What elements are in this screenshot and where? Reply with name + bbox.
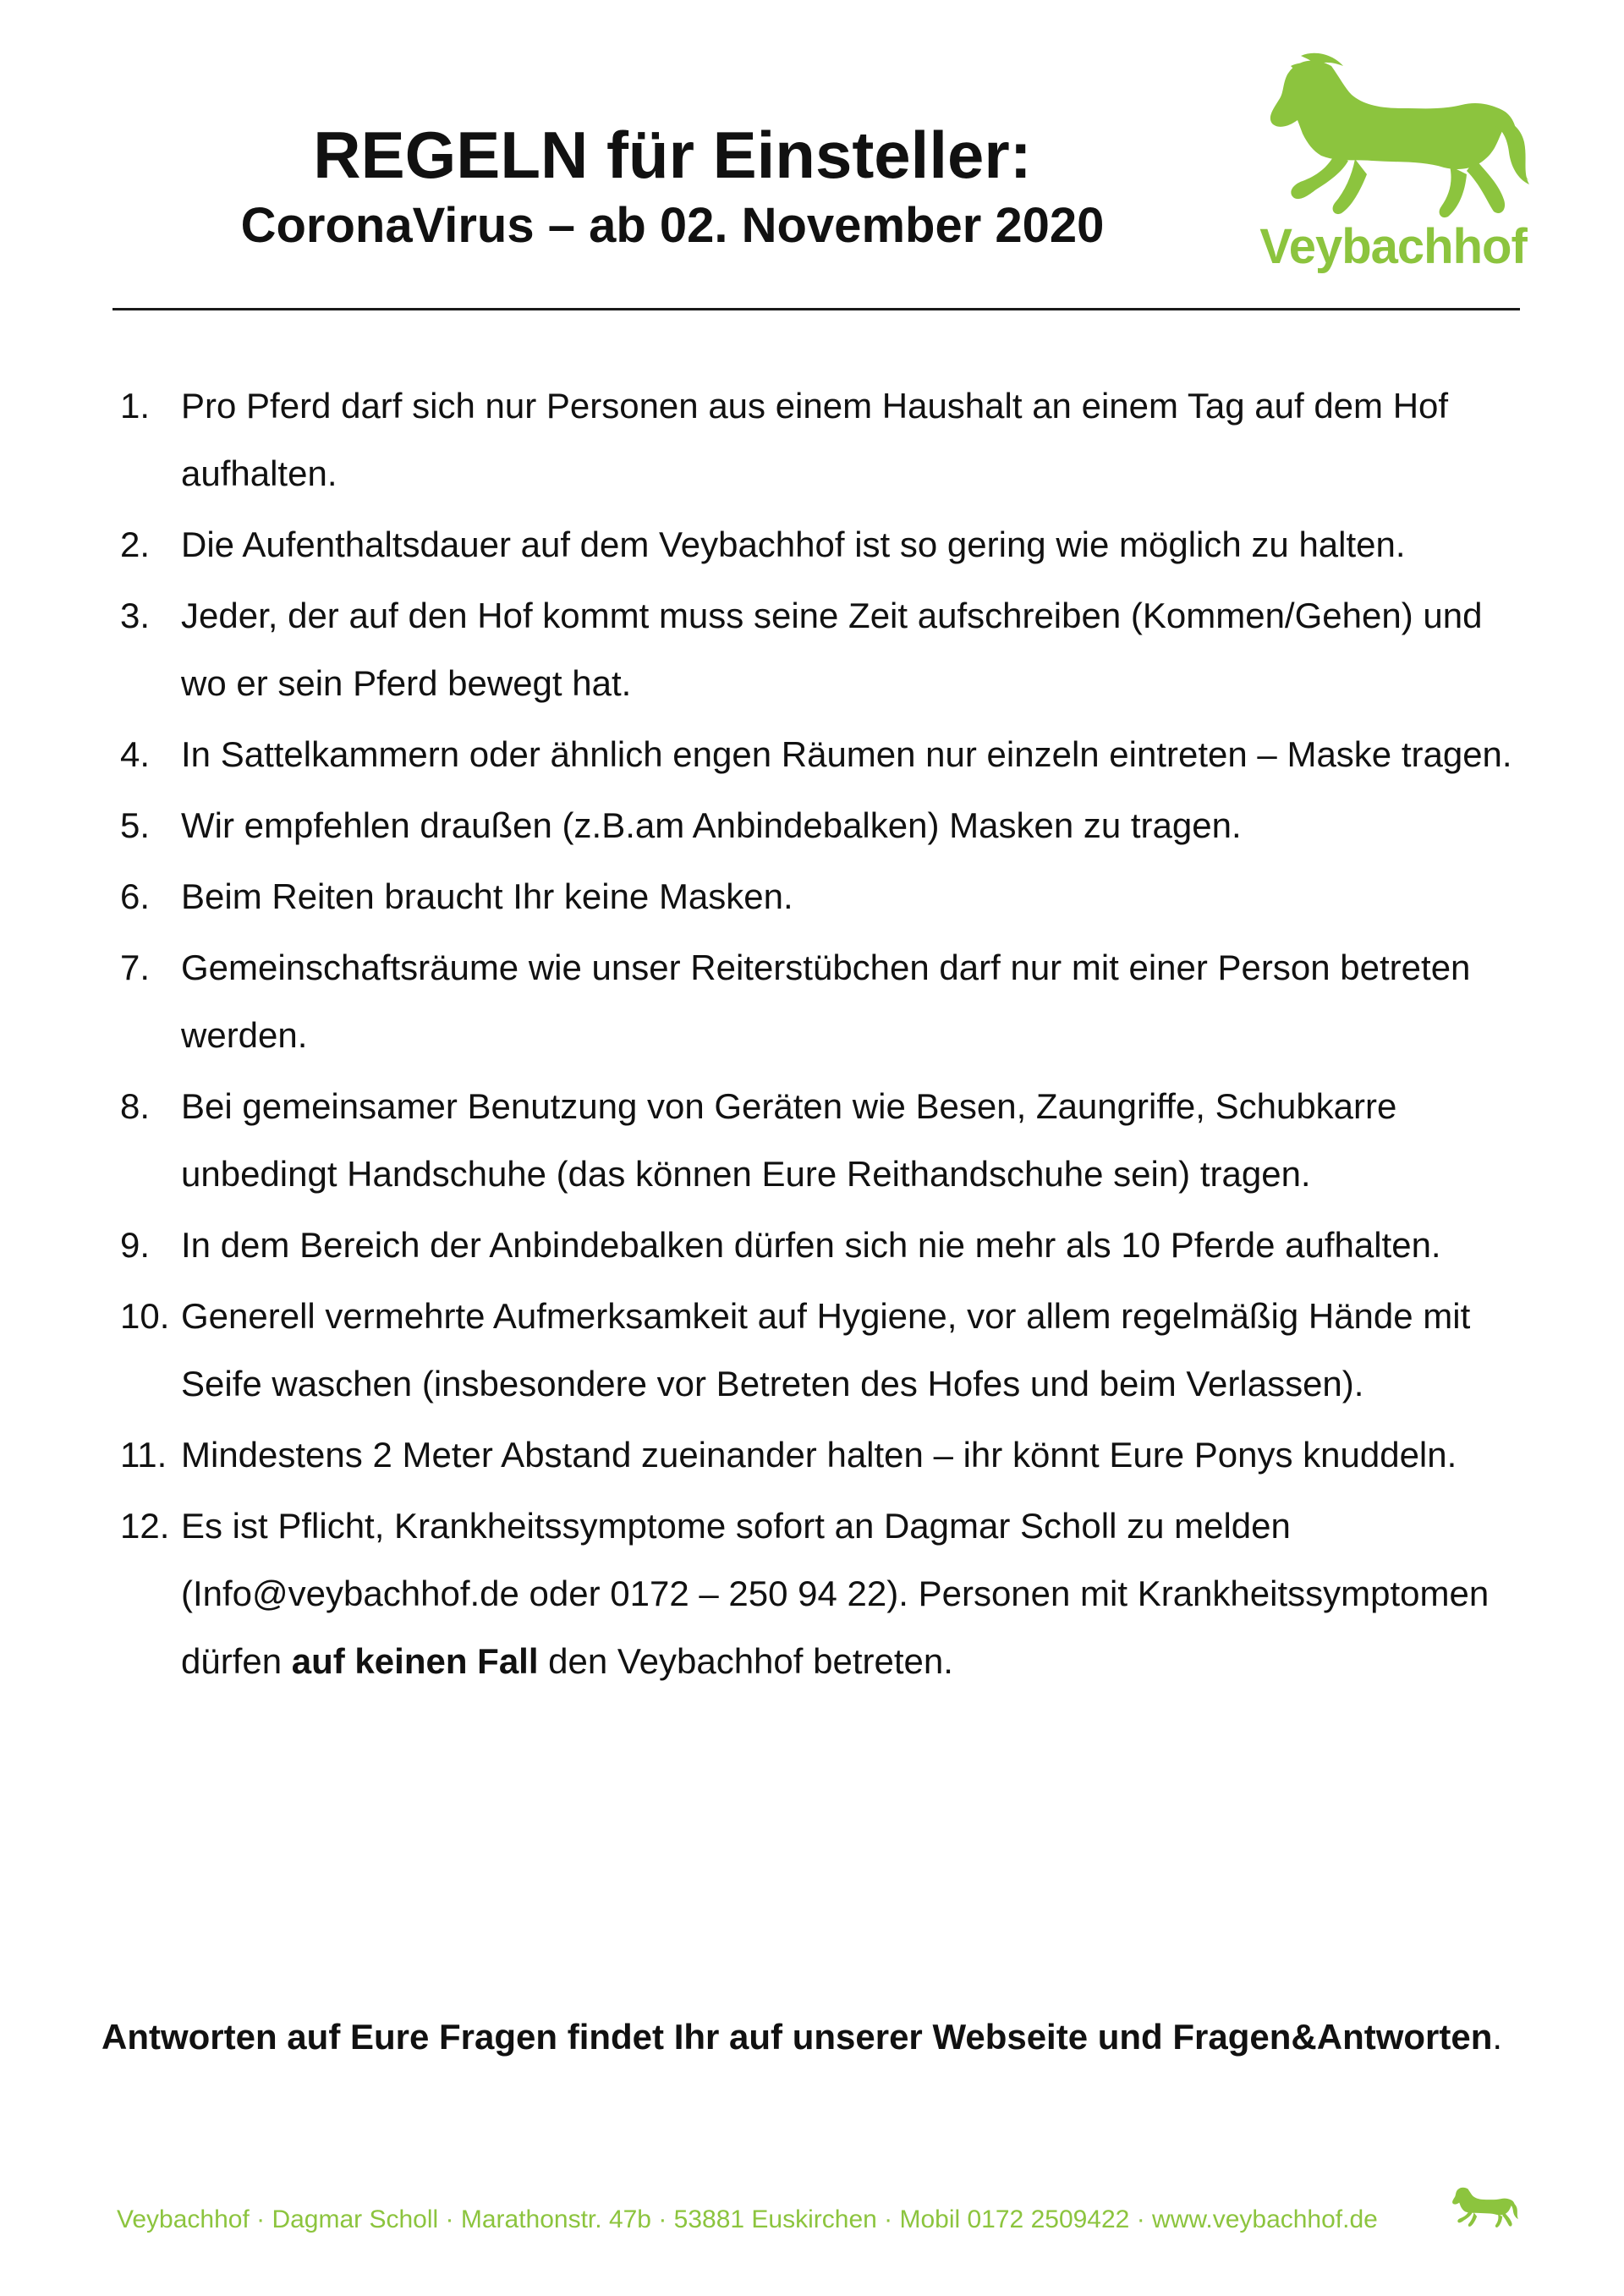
list-item: [110, 372, 1531, 508]
rule-number: 5.: [120, 805, 151, 845]
rule-number: 2.: [120, 525, 151, 564]
page-subtitle: CoronaVirus – ab 02. November 2020: [240, 198, 1105, 253]
rule-text-part: den Veybachhof betreten.: [538, 1641, 953, 1681]
rule-text: In Sattelkammern oder ähnlich engen Räumen nur einzeln eintreten – Maske tragen.: [181, 734, 1512, 774]
list-item: [110, 582, 1531, 717]
rule-text: Pro Pferd darf sich nur Personen aus einem Haushalt an einem Tag auf dem Hof aufhalten.: [181, 386, 1449, 493]
veybachhof-logo: [1254, 49, 1533, 277]
rule-number: 4.: [120, 734, 151, 774]
rule-text: Wir empfehlen draußen (z.B.am Anbindebalken) Masken zu tragen.: [181, 805, 1242, 845]
header-divider: [112, 308, 1520, 310]
rule-number: 6.: [120, 876, 151, 916]
document-header: [110, 117, 1235, 255]
rule-number: 3.: [120, 596, 151, 635]
horse-icon: [1448, 2179, 1519, 2235]
rule-text: Die Aufenthaltsdauer auf dem Veybachhof ist so gering wie möglich zu halten.: [181, 525, 1406, 564]
list-item: [110, 1421, 1531, 1489]
rule-text-part: Es ist Pflicht, Krankheitssymptome sofort an Dagmar Scholl zu melden (Info@veybachhof.de oder 0172 – 250 94 22). Personen mit Krankheitssymptomen dürfen: [181, 1506, 1490, 1681]
rules-list: [110, 372, 1531, 1699]
rule-text: Beim Reiten braucht Ihr keine Masken.: [181, 876, 793, 916]
rule-number: 7.: [120, 948, 151, 987]
list-item: [110, 511, 1531, 579]
rule-text: Generell vermehrte Aufmerksamkeit auf Hygiene, vor allem regelmäßig Hände mit Seife waschen (insbesondere vor Betreten des Hofes und beim Verlassen).: [181, 1296, 1471, 1403]
rule-number: 12.: [120, 1506, 170, 1546]
rule-number: 8.: [120, 1086, 151, 1126]
page-title: REGELN für Einsteller:: [313, 118, 1032, 192]
list-item: [110, 792, 1531, 860]
logo-wordmark: Veybachhof: [1259, 219, 1527, 274]
list-item: [110, 934, 1531, 1069]
faq-note-period: .: [1492, 2017, 1503, 2057]
rule-text: In dem Bereich der Anbindebalken dürfen sich nie mehr als 10 Pferde aufhalten.: [181, 1225, 1441, 1265]
rule-text: Mindestens 2 Meter Abstand zueinander halten – ihr könnt Eure Ponys knuddeln.: [181, 1435, 1457, 1475]
rule-number: 9.: [120, 1225, 151, 1265]
list-item: [110, 1073, 1531, 1208]
rule-number: 1.: [120, 386, 151, 426]
footer-address: Veybachhof · Dagmar Scholl · Marathonstr. 47b · 53881 Euskirchen · Mobil 0172 2509422 · www.veybachhof.de: [117, 2205, 1378, 2233]
rule-number: 11.: [120, 1435, 167, 1475]
list-item: [110, 1283, 1531, 1418]
rule-emphasis: auf keinen Fall: [291, 1641, 539, 1681]
faq-note: [102, 2012, 1539, 2063]
faq-note-text: Antworten auf Eure Fragen findet Ihr auf unserer Webseite und Fragen&Antworten: [102, 2017, 1493, 2057]
rule-text: Gemeinschaftsräume wie unser Reiterstübchen darf nur mit einer Person betreten werden.: [181, 948, 1471, 1055]
rule-number: 10.: [120, 1296, 170, 1336]
list-item: [110, 1211, 1531, 1279]
list-item: [110, 863, 1531, 931]
rule-text: [181, 1492, 1531, 1695]
rule-text: Jeder, der auf den Hof kommt muss seine Zeit aufschreiben (Kommen/Gehen) und wo er sein Pferd bewegt hat.: [181, 596, 1483, 703]
list-item: [110, 721, 1531, 788]
rule-text: Bei gemeinsamer Benutzung von Geräten wie Besen, Zaungriffe, Schubkarre unbedingt Handschuhe (das können Eure Reithandschuhe sein) tragen.: [181, 1086, 1397, 1194]
horse-icon: [1254, 49, 1533, 227]
list-item: [110, 1492, 1531, 1695]
